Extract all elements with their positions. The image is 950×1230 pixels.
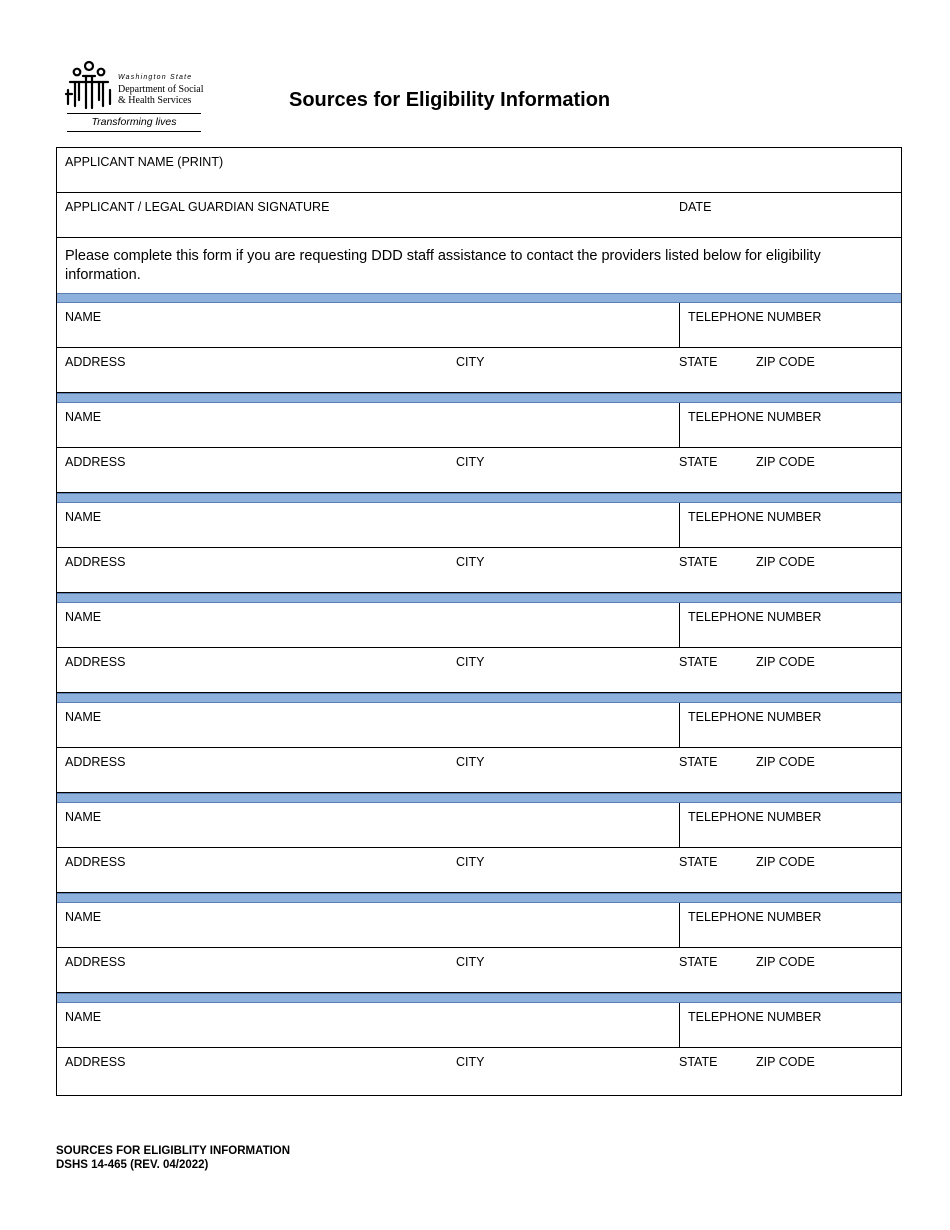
provider-name-row — [57, 1003, 901, 1048]
applicant-name-label: APPLICANT NAME (PRINT) — [65, 155, 224, 169]
provider-city-label[interactable]: CITY — [456, 455, 485, 469]
logo-dept-line1: Department of Social — [118, 84, 204, 95]
logo-tagline: Transforming lives — [91, 116, 177, 128]
provider-address-label[interactable]: ADDRESS — [65, 355, 126, 369]
logo-dept-line2: & Health Services — [118, 95, 192, 106]
provider-address-label[interactable]: ADDRESS — [65, 655, 126, 669]
provider-address-label[interactable]: ADDRESS — [65, 755, 126, 769]
provider-state-label[interactable]: STATE — [679, 355, 718, 369]
provider-state-label[interactable]: STATE — [679, 555, 718, 569]
provider-name-row — [57, 503, 901, 548]
provider-telephone-label[interactable]: TELEPHONE NUMBER — [688, 1010, 822, 1024]
provider-city-label[interactable]: CITY — [456, 555, 485, 569]
provider-name-label[interactable]: NAME — [65, 910, 102, 924]
provider-telephone-label[interactable]: TELEPHONE NUMBER — [688, 410, 822, 424]
logo-state-text: Washington State — [118, 74, 193, 81]
logo-department-text — [118, 84, 204, 106]
date-label[interactable]: DATE — [679, 200, 712, 214]
provider-telephone-label[interactable]: TELEPHONE NUMBER — [688, 710, 822, 724]
provider-telephone-label[interactable]: TELEPHONE NUMBER — [688, 910, 822, 924]
field-separator — [679, 403, 680, 447]
section-divider-band — [57, 893, 901, 903]
provider-zip-label[interactable]: ZIP CODE — [756, 655, 815, 669]
signature-label[interactable]: APPLICANT / LEGAL GUARDIAN SIGNATURE — [65, 200, 330, 214]
instructions-row — [57, 238, 901, 293]
logo-divider-top — [67, 113, 201, 114]
provider-name-row — [57, 903, 901, 948]
section-divider-band — [57, 293, 901, 303]
applicant-name-field[interactable] — [57, 148, 901, 193]
provider-address-row — [57, 848, 901, 893]
provider-telephone-label[interactable]: TELEPHONE NUMBER — [688, 510, 822, 524]
provider-zip-label[interactable]: ZIP CODE — [756, 1055, 815, 1069]
provider-zip-label[interactable]: ZIP CODE — [756, 555, 815, 569]
provider-address-label[interactable]: ADDRESS — [65, 555, 126, 569]
provider-city-label[interactable]: CITY — [456, 855, 485, 869]
provider-address-row — [57, 448, 901, 493]
provider-address-row — [57, 348, 901, 393]
provider-telephone-label[interactable]: TELEPHONE NUMBER — [688, 810, 822, 824]
provider-city-label[interactable]: CITY — [456, 355, 485, 369]
field-separator — [679, 603, 680, 647]
provider-name-label[interactable]: NAME — [65, 810, 102, 824]
field-separator — [679, 803, 680, 847]
section-divider-band — [57, 693, 901, 703]
footer-form-title: SOURCES FOR ELIGIBLITY INFORMATION — [56, 1145, 291, 1157]
provider-state-label[interactable]: STATE — [679, 655, 718, 669]
logo-divider-bottom — [67, 131, 201, 132]
provider-name-row — [57, 803, 901, 848]
provider-zip-label[interactable]: ZIP CODE — [756, 755, 815, 769]
provider-name-label[interactable]: NAME — [65, 510, 102, 524]
provider-name-label[interactable]: NAME — [65, 610, 102, 624]
page-title: Sources for Eligibility Information — [289, 89, 611, 111]
provider-state-label[interactable]: STATE — [679, 455, 718, 469]
provider-name-label[interactable]: NAME — [65, 1010, 102, 1024]
instructions-text: Please complete this form if you are requesting DDD staff assistance to contact the providers listed below for eligibility information. — [65, 248, 821, 283]
provider-zip-label[interactable]: ZIP CODE — [756, 355, 815, 369]
provider-address-label[interactable]: ADDRESS — [65, 1055, 126, 1069]
provider-name-row — [57, 703, 901, 748]
provider-name-label[interactable]: NAME — [65, 410, 102, 424]
field-separator — [679, 703, 680, 747]
provider-address-row — [57, 548, 901, 593]
provider-name-row — [57, 603, 901, 648]
section-divider-band — [57, 493, 901, 503]
provider-address-row — [57, 948, 901, 993]
footer-form-number: DSHS 14-465 (REV. 04/2022) — [56, 1159, 209, 1171]
provider-name-row — [57, 303, 901, 348]
provider-city-label[interactable]: CITY — [456, 955, 485, 969]
provider-city-label[interactable]: CITY — [456, 655, 485, 669]
provider-address-row — [57, 748, 901, 793]
provider-address-row — [57, 648, 901, 693]
provider-name-label[interactable]: NAME — [65, 710, 102, 724]
provider-state-label[interactable]: STATE — [679, 855, 718, 869]
provider-zip-label[interactable]: ZIP CODE — [756, 955, 815, 969]
people-icon — [64, 60, 114, 112]
provider-state-label[interactable]: STATE — [679, 755, 718, 769]
provider-name-label[interactable]: NAME — [65, 310, 102, 324]
provider-name-row — [57, 403, 901, 448]
provider-city-label[interactable]: CITY — [456, 755, 485, 769]
provider-zip-label[interactable]: ZIP CODE — [756, 455, 815, 469]
provider-telephone-label[interactable]: TELEPHONE NUMBER — [688, 310, 822, 324]
field-separator — [679, 1003, 680, 1047]
provider-address-row — [57, 1048, 901, 1093]
field-separator — [679, 903, 680, 947]
section-divider-band — [57, 393, 901, 403]
provider-list — [57, 293, 901, 1093]
provider-city-label[interactable]: CITY — [456, 1055, 485, 1069]
section-divider-band — [57, 993, 901, 1003]
provider-zip-label[interactable]: ZIP CODE — [756, 855, 815, 869]
section-divider-band — [57, 793, 901, 803]
provider-state-label[interactable]: STATE — [679, 1055, 718, 1069]
provider-address-label[interactable]: ADDRESS — [65, 855, 126, 869]
field-separator — [679, 303, 680, 347]
provider-address-label[interactable]: ADDRESS — [65, 455, 126, 469]
dshs-logo — [64, 60, 204, 135]
signature-row — [57, 193, 901, 238]
provider-telephone-label[interactable]: TELEPHONE NUMBER — [688, 610, 822, 624]
section-divider-band — [57, 593, 901, 603]
provider-state-label[interactable]: STATE — [679, 955, 718, 969]
field-separator — [679, 503, 680, 547]
form-footer — [56, 1144, 290, 1172]
provider-address-label[interactable]: ADDRESS — [65, 955, 126, 969]
eligibility-form — [56, 147, 902, 1096]
